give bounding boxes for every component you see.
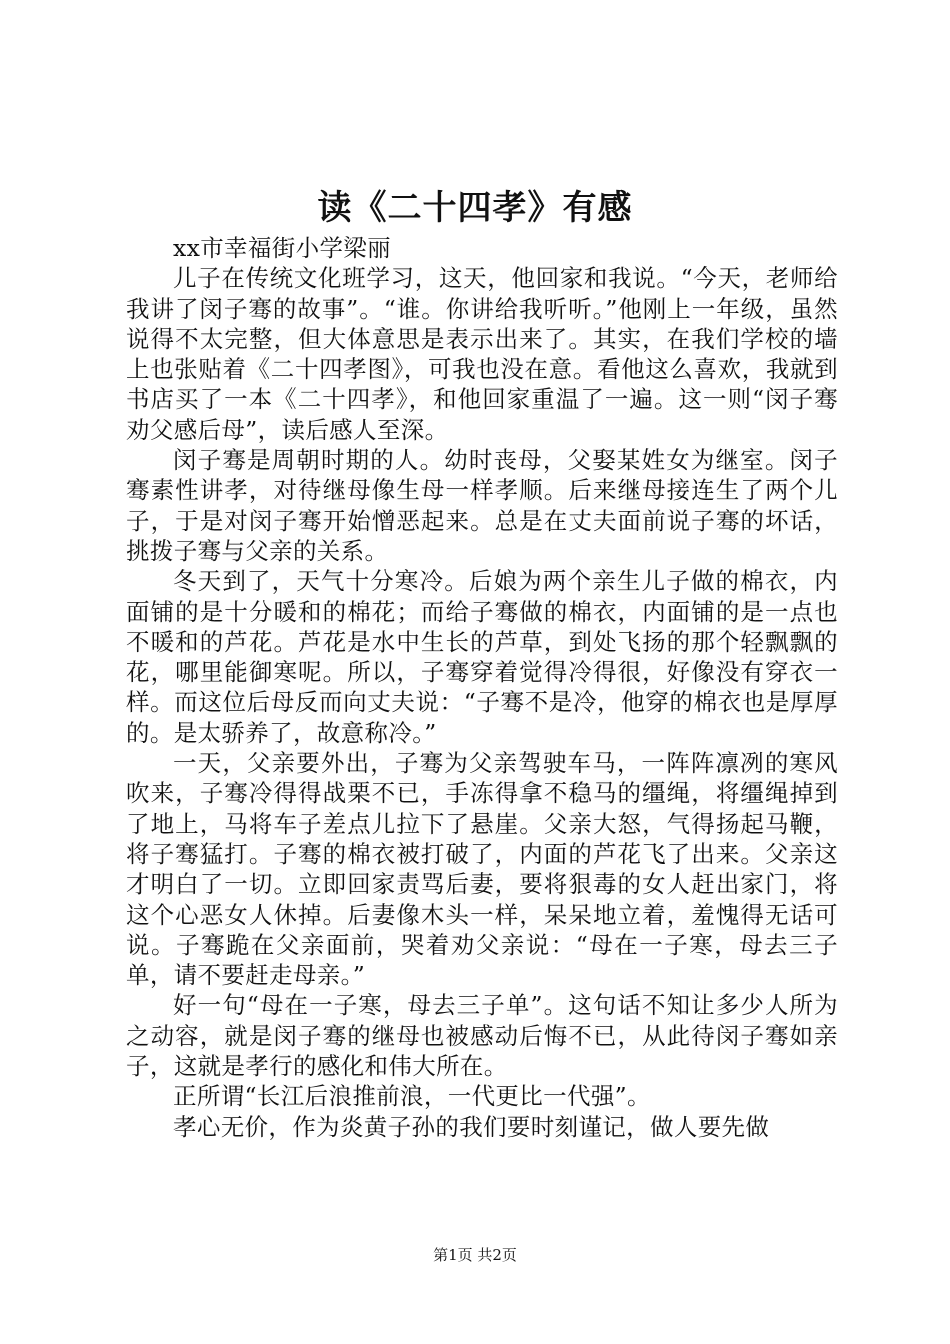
paragraph: 正所谓“长江后浪推前浪，一代更比一代强”。 (173, 1082, 651, 1111)
paragraph: 闵子骞是周朝时期的人。幼时丧母，父娶某姓女为继室。闵子骞素性讲孝，对待继母像生母一样孝顺。后来继母接连生了两个儿子，于是对闵子骞开始憎恶起来。总是在丈夫面前说子骞的坏话，挑拨子骞与父亲的关系。 (126, 446, 838, 565)
paragraph: 一天，父亲要外出，子骞为父亲驾驶车马，一阵阵凛冽的寒风吹来，子骞冷得得战栗不已，手冻得拿不稳马的缰绳，将缰绳掉到了地上，马将车子差点儿拉下了悬崖。父亲大怒，气得扬起马鞭，将子骞猛打。子骞的棉衣被打破了，内面的芦花飞了出来。父亲这才明白了一切。立即回家责骂后妻，要将狠毒的女人赶出家门，将这个心恶女人休掉。后妻像木头一样，呆呆地立着，羞愧得无话可说。子骞跪在父亲面前，哭着劝父亲说：“母在一子寒，母去三子单，请不要赶走母亲。” (126, 749, 838, 990)
page-footer: 第1页 共2页 (433, 1246, 517, 1264)
paragraph: 冬天到了，天气十分寒冷。后娘为两个亲生儿子做的棉衣，内面铺的是十分暖和的棉花；而给子骞做的棉衣，内面铺的是一点也不暖和的芦花。芦花是水中生长的芦草，到处飞扬的那个轻飘飘的花，哪里能御寒呢。所以，子骞穿着觉得冷得很，好像没有穿衣一样。而这位后母反而向丈夫说：“子骞不是冷，他穿的棉衣也是厚厚的。是太骄养了，故意称冷。” (126, 567, 838, 747)
paragraph: 好一句“母在一子寒，母去三子单”。这句话不知让多少人所为之动容，就是闵子骞的继母也被感动后悔不已，从此待闵子骞如亲子，这就是孝行的感化和伟大所在。 (126, 991, 838, 1081)
paragraph: 孝心无价，作为炎黄子孙的我们要时刻谨记，做人要先做 (173, 1112, 770, 1141)
author-line: xx市幸福街小学梁丽 (173, 234, 392, 262)
document-title: 读《二十四孝》有感 (317, 188, 633, 228)
document-body (126, 233, 838, 1142)
paragraph: 儿子在传统文化班学习，这天，他回家和我说。“今天，老师给我讲了闵子骞的故事”。“谁。你讲给我听听。”他刚上一年级，虽然说得不太完整，但大体意思是表示出来了。其实，在我们学校的墙上也张贴着《二十四孝图》，可我也没在意。看他这么喜欢，我就到书店买了一本《二十四孝》，和他回家重温了一遍。这一则“闵子骞劝父感后母”，读后感人至深。 (126, 264, 838, 444)
